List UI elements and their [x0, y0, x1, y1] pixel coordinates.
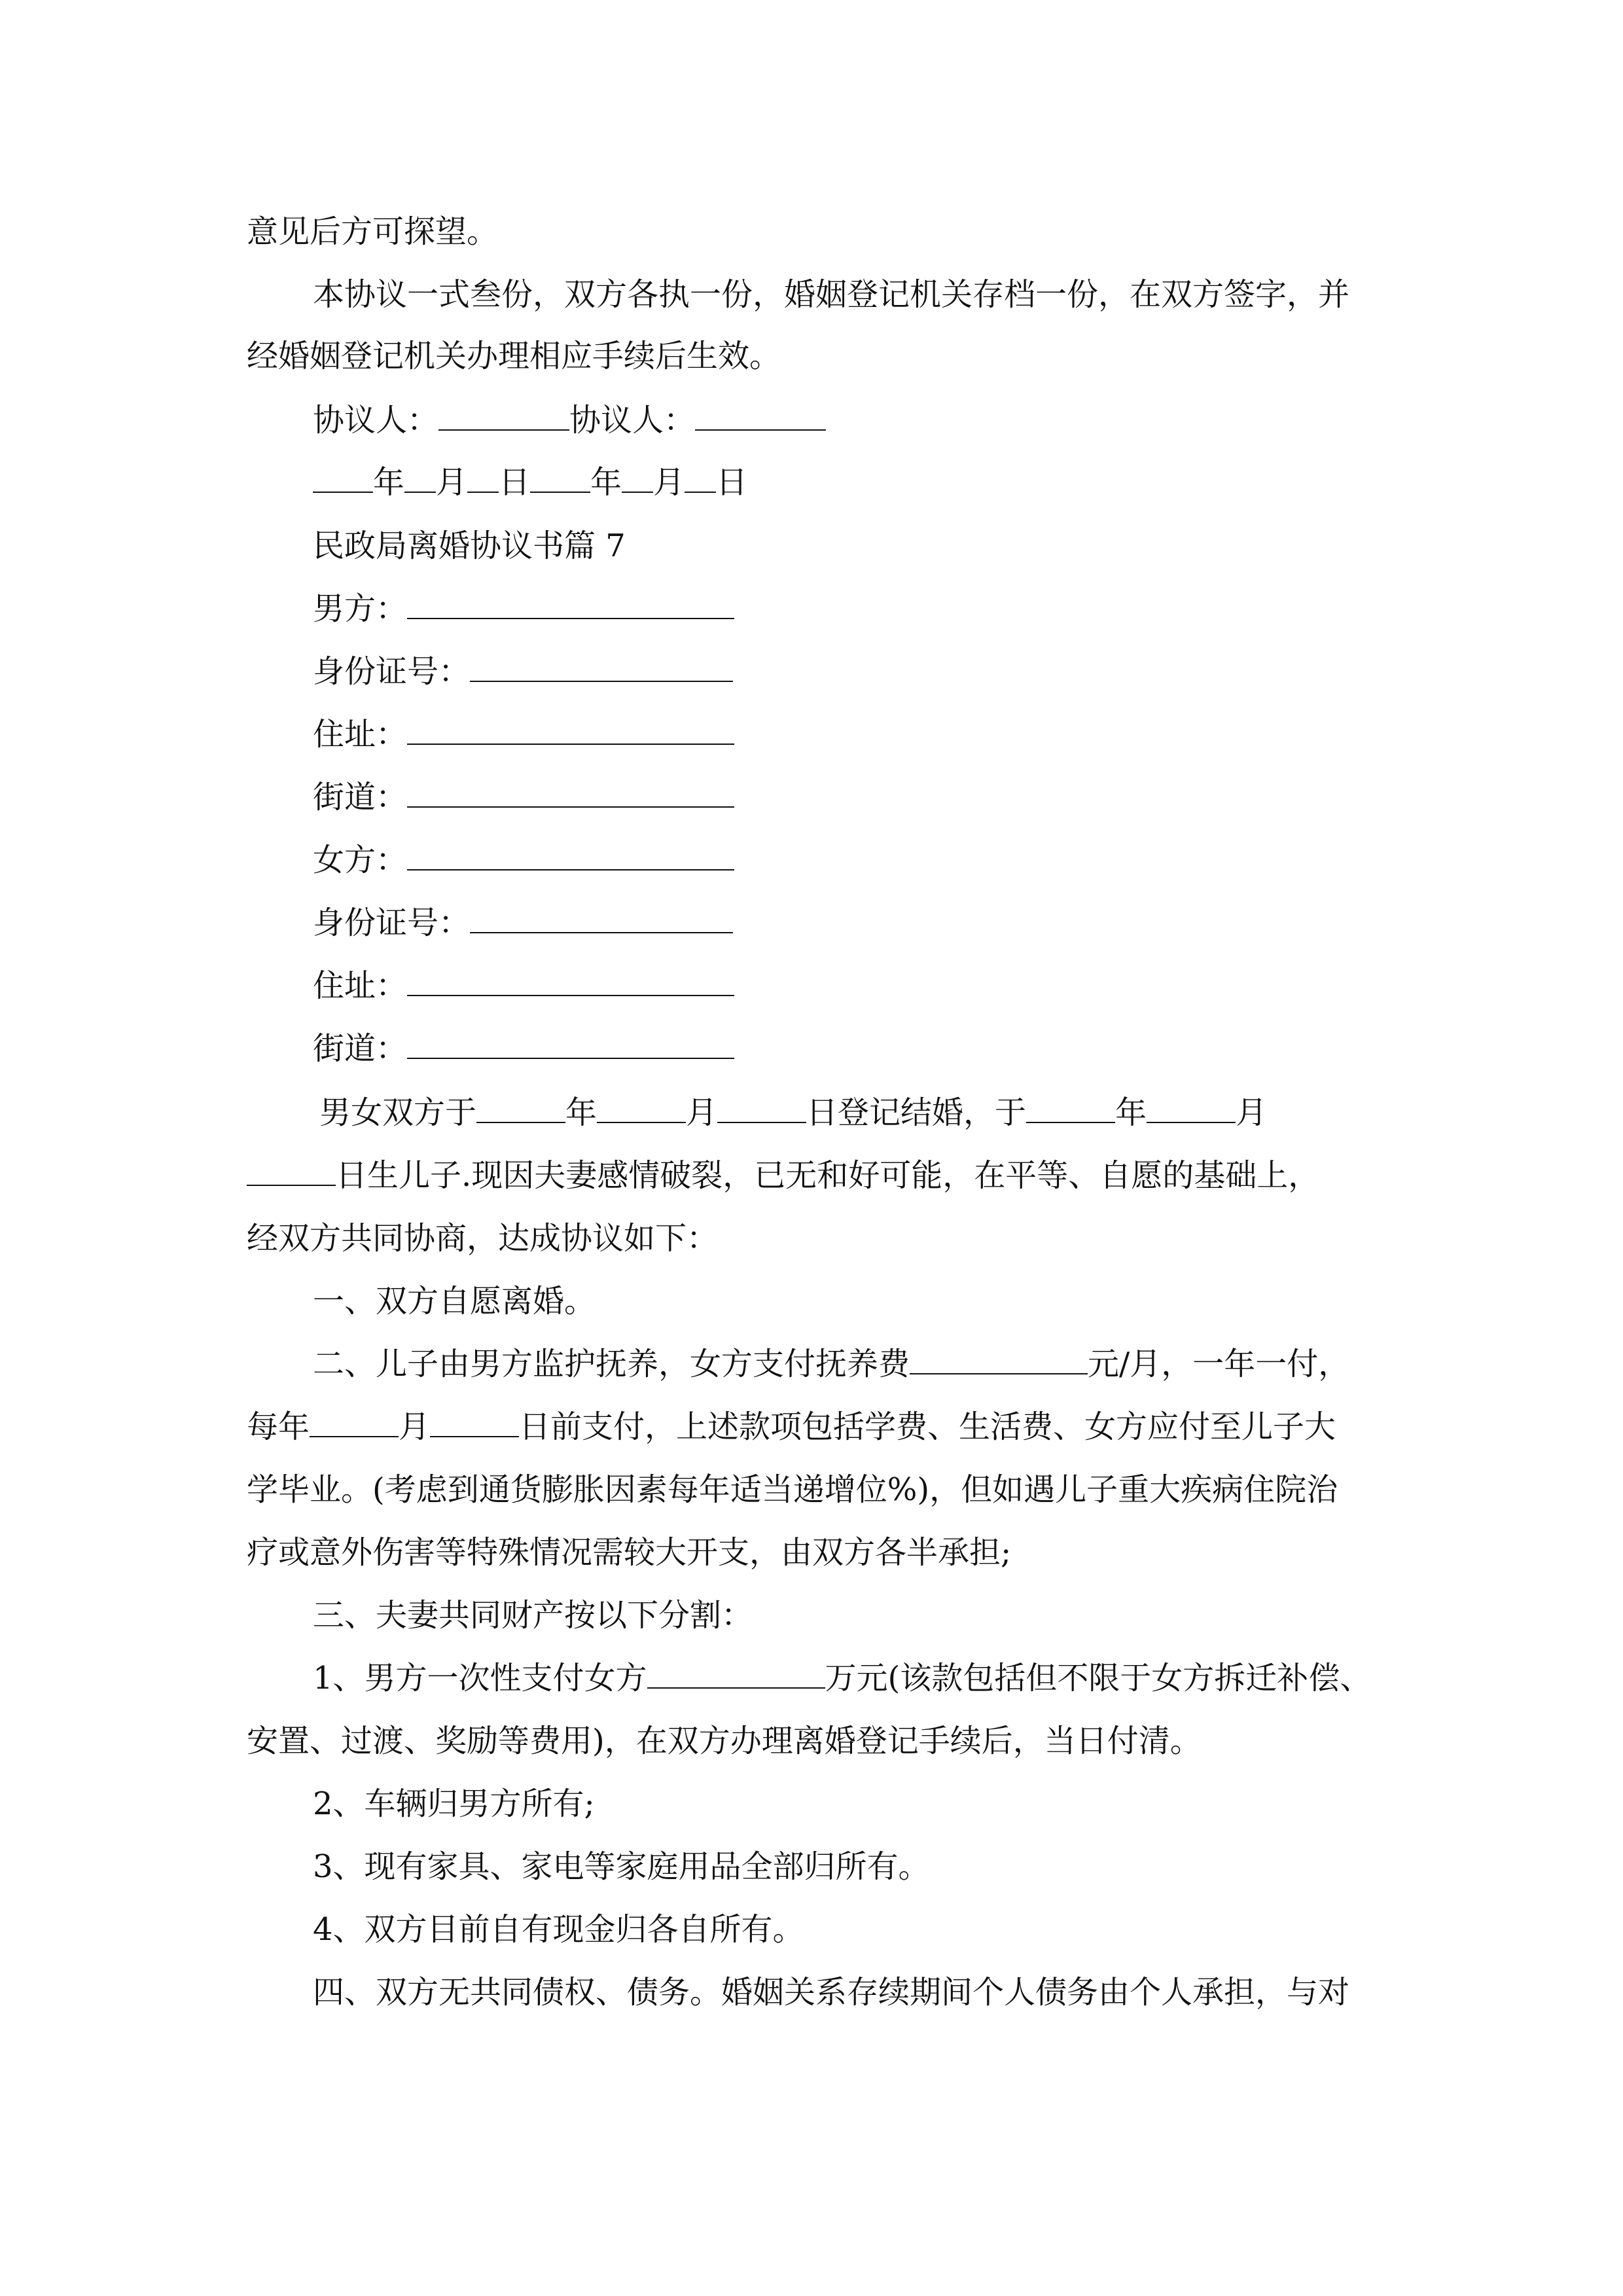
text-run: 二、儿子由男方监护抚养，女方支付抚养费 — [313, 1346, 910, 1382]
form-field-female — [313, 839, 734, 881]
field-blank — [407, 778, 734, 808]
amount-blank — [910, 1344, 1088, 1374]
clause-line: 四、双方无共同债权、债务。婚姻关系存续期间个人债务由个人承担，与对 — [313, 1974, 1350, 2011]
text-run: 日生儿子.现因夫妻感情破裂，已无和好可能，在平等、自愿的基础上， — [336, 1157, 1320, 1194]
date-label: 日 — [716, 464, 748, 501]
date-label: 年 — [373, 464, 405, 501]
date-blank — [404, 463, 436, 493]
text-run: 1、男方一次性支付女方 — [313, 1660, 647, 1696]
text-run: 每年 — [247, 1408, 310, 1445]
section-title: 民政局离婚协议书篇 7 — [313, 528, 626, 564]
form-field-male-street — [313, 776, 734, 818]
field-blank — [470, 903, 733, 933]
date-blank — [1147, 1093, 1236, 1123]
date-blank — [597, 1093, 686, 1123]
date-blank — [247, 1156, 336, 1186]
paragraph-line: 经婚姻登记机关办理相应手续后生效。 — [247, 338, 781, 374]
paragraph-line: 疗或意外伤害等特殊情况需较大开支，由双方各半承担; — [247, 1534, 1012, 1571]
text-run: 元/月，一年一付， — [1088, 1346, 1350, 1382]
date-label: 日 — [499, 464, 531, 501]
field-blank — [407, 840, 734, 870]
field-blank — [407, 966, 734, 996]
signature-line — [313, 399, 826, 441]
text-run: 万元(该款包括但不限于女方拆迁补偿、 — [825, 1660, 1372, 1696]
date-blank — [430, 1407, 519, 1437]
text-run: 月 — [1236, 1094, 1268, 1131]
form-field-male — [313, 588, 734, 630]
field-label: 住址： — [313, 967, 408, 1004]
clause-line: 2、车辆归男方所有; — [313, 1785, 595, 1822]
paragraph-line — [247, 1155, 1319, 1196]
text-run: 月 — [399, 1408, 431, 1445]
clause-line — [313, 1343, 1349, 1385]
signer-blank — [695, 401, 826, 431]
form-field-female-address — [313, 965, 734, 1007]
text-run: 年 — [1115, 1094, 1147, 1131]
clause-line: 一、双方自愿离婚。 — [313, 1283, 596, 1319]
text-run: 日登记结婚，于 — [806, 1094, 1027, 1131]
signer-label: 协议人： — [313, 402, 439, 439]
amount-blank — [647, 1659, 825, 1689]
date-blank — [622, 463, 653, 493]
field-label: 女方： — [313, 842, 408, 878]
date-blank — [530, 463, 590, 493]
date-line — [313, 461, 747, 503]
form-field-male-address — [313, 713, 734, 755]
field-blank — [407, 715, 734, 745]
form-field-male-id — [313, 651, 733, 692]
date-blank — [717, 1093, 806, 1123]
field-label: 街道： — [313, 1030, 408, 1067]
field-label: 街道： — [313, 779, 408, 816]
paragraph-line: 意见后方可探望。 — [247, 213, 499, 250]
field-blank — [407, 1029, 734, 1059]
field-blank — [470, 652, 733, 682]
date-blank — [1026, 1093, 1115, 1123]
paragraph-line — [319, 1092, 1267, 1134]
field-label: 身份证号： — [313, 905, 471, 941]
date-blank — [685, 463, 716, 493]
clause-line — [313, 1657, 1371, 1699]
form-field-female-id — [313, 902, 733, 944]
clause-line: 4、双方目前自有现金归各自所有。 — [313, 1911, 804, 1948]
date-blank — [313, 463, 373, 493]
field-label: 住址： — [313, 716, 408, 753]
text-run: 男女双方于 — [319, 1094, 477, 1131]
text-run: 年 — [565, 1094, 597, 1131]
clause-line: 三、夫妻共同财产按以下分割： — [313, 1597, 753, 1634]
text-run: 日前支付，上述款项包括学费、生活费、女方应付至儿子大 — [519, 1408, 1336, 1445]
text-run: 月 — [686, 1094, 718, 1131]
field-label: 身份证号： — [313, 653, 471, 690]
paragraph-line: 安置、过渡、奖励等费用)，在双方办理离婚登记手续后，当日付清。 — [247, 1723, 1202, 1759]
field-label: 男方： — [313, 590, 408, 627]
date-label: 月 — [653, 464, 685, 501]
date-label: 年 — [590, 464, 622, 501]
signer-blank — [438, 401, 569, 431]
date-blank — [467, 463, 499, 493]
paragraph-line: 经双方共同协商，达成协议如下： — [247, 1220, 719, 1257]
date-blank — [476, 1093, 565, 1123]
paragraph-line: 本协议一式叁份，双方各执一份，婚姻登记机关存档一份，在双方签字，并 — [313, 276, 1350, 313]
date-label: 月 — [436, 464, 468, 501]
paragraph-line: 学毕业。(考虑到通货膨胀因素每年适当递增位%)，但如遇儿子重大疾病住院治 — [247, 1471, 1338, 1508]
paragraph-line — [247, 1406, 1336, 1448]
signer-label: 协议人： — [569, 402, 696, 439]
form-field-female-street — [313, 1028, 734, 1069]
date-blank — [310, 1407, 399, 1437]
field-blank — [407, 589, 734, 619]
clause-line: 3、现有家具、家电等家庭用品全部归所有。 — [313, 1848, 930, 1885]
